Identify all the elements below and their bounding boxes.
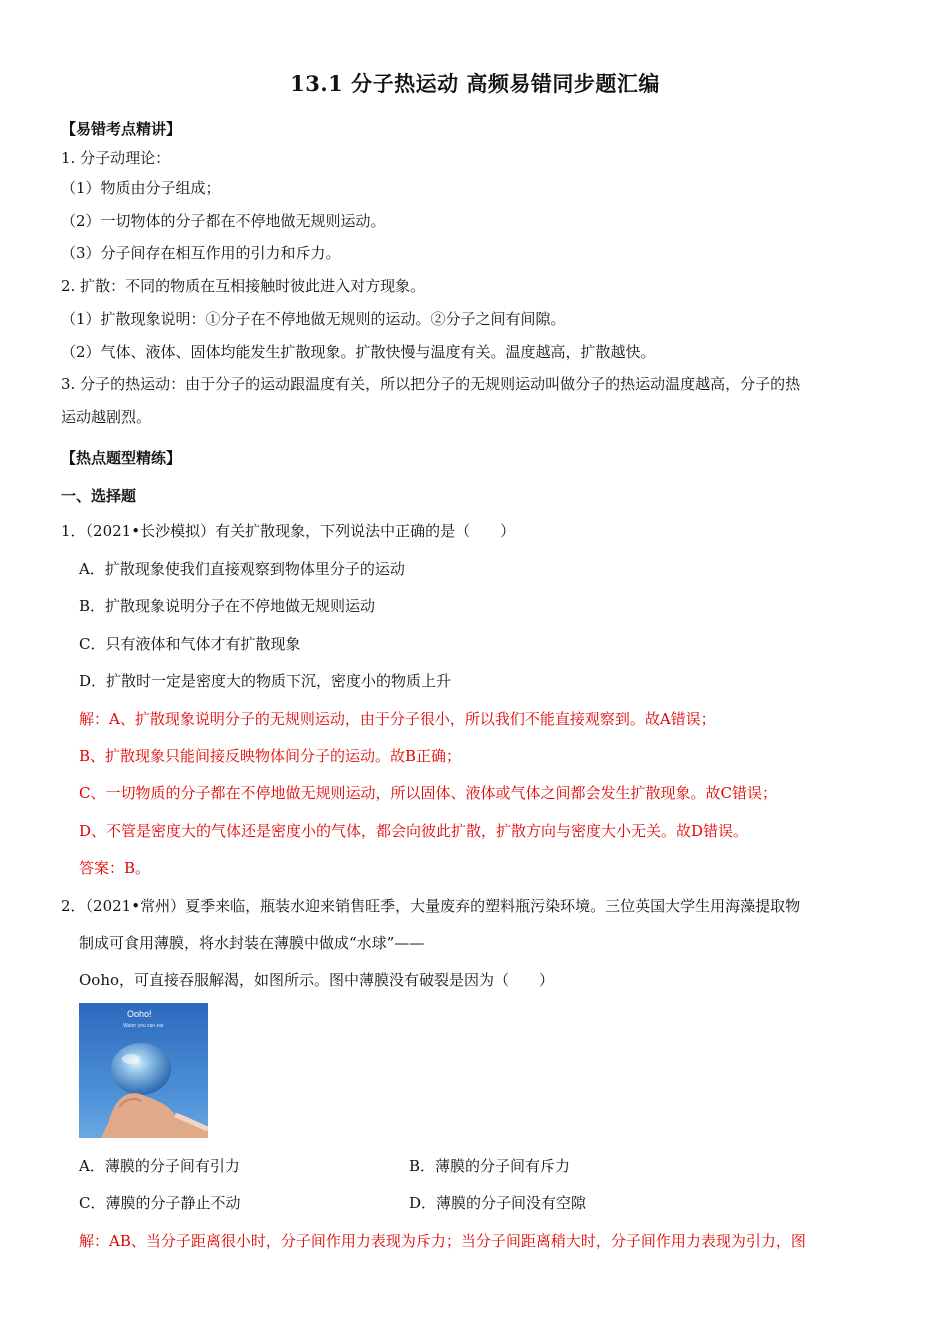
photo-tagline: Water you can eat	[123, 1023, 164, 1029]
question-2-option-b: B．薄膜的分子间有斥力	[409, 1157, 571, 1175]
key-point-line: 1. 分子动理论：	[61, 149, 171, 167]
question-1-option-d: D．扩散时一定是密度大的物质下沉，密度小的物质上升	[79, 672, 452, 690]
question-1-option-b: B．扩散现象说明分子在不停地做无规则运动	[79, 597, 376, 615]
section-heading-practice: 【热点题型精练】	[61, 449, 182, 467]
question-2-stem-line: Ooho，可直接吞服解渴，如图所示。图中薄膜没有破裂是因为（ ）	[79, 971, 555, 989]
question-1-answer: 答案：B。	[79, 859, 151, 877]
part-heading-choice: 一、选择题	[61, 487, 137, 505]
photo-headline: Ooho!	[127, 1009, 152, 1019]
question-1-stem: 1．（2021•长沙模拟）有关扩散现象，下列说法中正确的是（ ）	[61, 522, 516, 540]
question-1-solution-line: 解：A、扩散现象说明分子的无规则运动，由于分子很小，所以我们不能直接观察到。故A错误；	[79, 710, 716, 728]
question-2-solution-start: 解：AB、当分子距离很小时，分子间作用力表现为斥力；当分子间距离稍大时，分子间作用力表现为引力，图	[79, 1232, 806, 1250]
key-point-line: （1）物质由分子组成；	[61, 179, 221, 197]
question-2-stem-line: 制成可食用薄膜，将水封装在薄膜中做成“水球”——	[79, 934, 425, 952]
question-1-solution-line: B、扩散现象只能间接反映物体间分子的运动。故B正确；	[79, 747, 462, 765]
question-1-solution-line: D、不管是密度大的气体还是密度小的气体，都会向彼此扩散，扩散方向与密度大小无关。故D错误。	[79, 822, 749, 840]
key-point-line: 3. 分子的热运动：由于分子的运动跟温度有关，所以把分子的无规则运动叫做分子的热运动温度越高，分子的热	[61, 375, 801, 393]
question-2-option-d: D．薄膜的分子间没有空隙	[409, 1194, 587, 1212]
document-title: 13.1 分子热运动 高频易错同步题汇编	[290, 71, 660, 96]
question-2-stem-line: 2．（2021•常州）夏季来临，瓶装水迎来销售旺季，大量废弃的塑料瓶污染环境。三位英国大学生用海藻提取物	[61, 897, 801, 915]
question-1-option-c: C．只有液体和气体才有扩散现象	[79, 635, 301, 653]
key-point-line: （2）气体、液体、固体均能发生扩散现象。扩散快慢与温度有关。温度越高，扩散越快。	[61, 343, 656, 361]
key-point-line: 运动越剧烈。	[61, 408, 152, 426]
key-point-line: （3）分子间存在相互作用的引力和斥力。	[61, 244, 341, 262]
question-1-option-a: A．扩散现象使我们直接观察到物体里分子的运动	[79, 560, 405, 578]
key-point-line: （2）一切物体的分子都在不停地做无规则运动。	[61, 212, 386, 230]
key-point-line: （1）扩散现象说明：①分子在不停地做无规则的运动。②分子之间有间隙。	[61, 310, 566, 328]
key-point-line: 2. 扩散：不同的物质在互相接触时彼此进入对方现象。	[61, 277, 426, 295]
question-2-option-a: A．薄膜的分子间有引力	[79, 1157, 240, 1175]
question-2-option-c: C．薄膜的分子静止不动	[79, 1194, 241, 1212]
question-1-solution-line: C、一切物质的分子都在不停地做无规则运动，所以固体、液体或气体之间都会发生扩散现象。故C错误；	[79, 784, 777, 802]
section-heading-key-points: 【易错考点精讲】	[61, 120, 182, 138]
ooho-water-ball-photo	[79, 1003, 208, 1138]
